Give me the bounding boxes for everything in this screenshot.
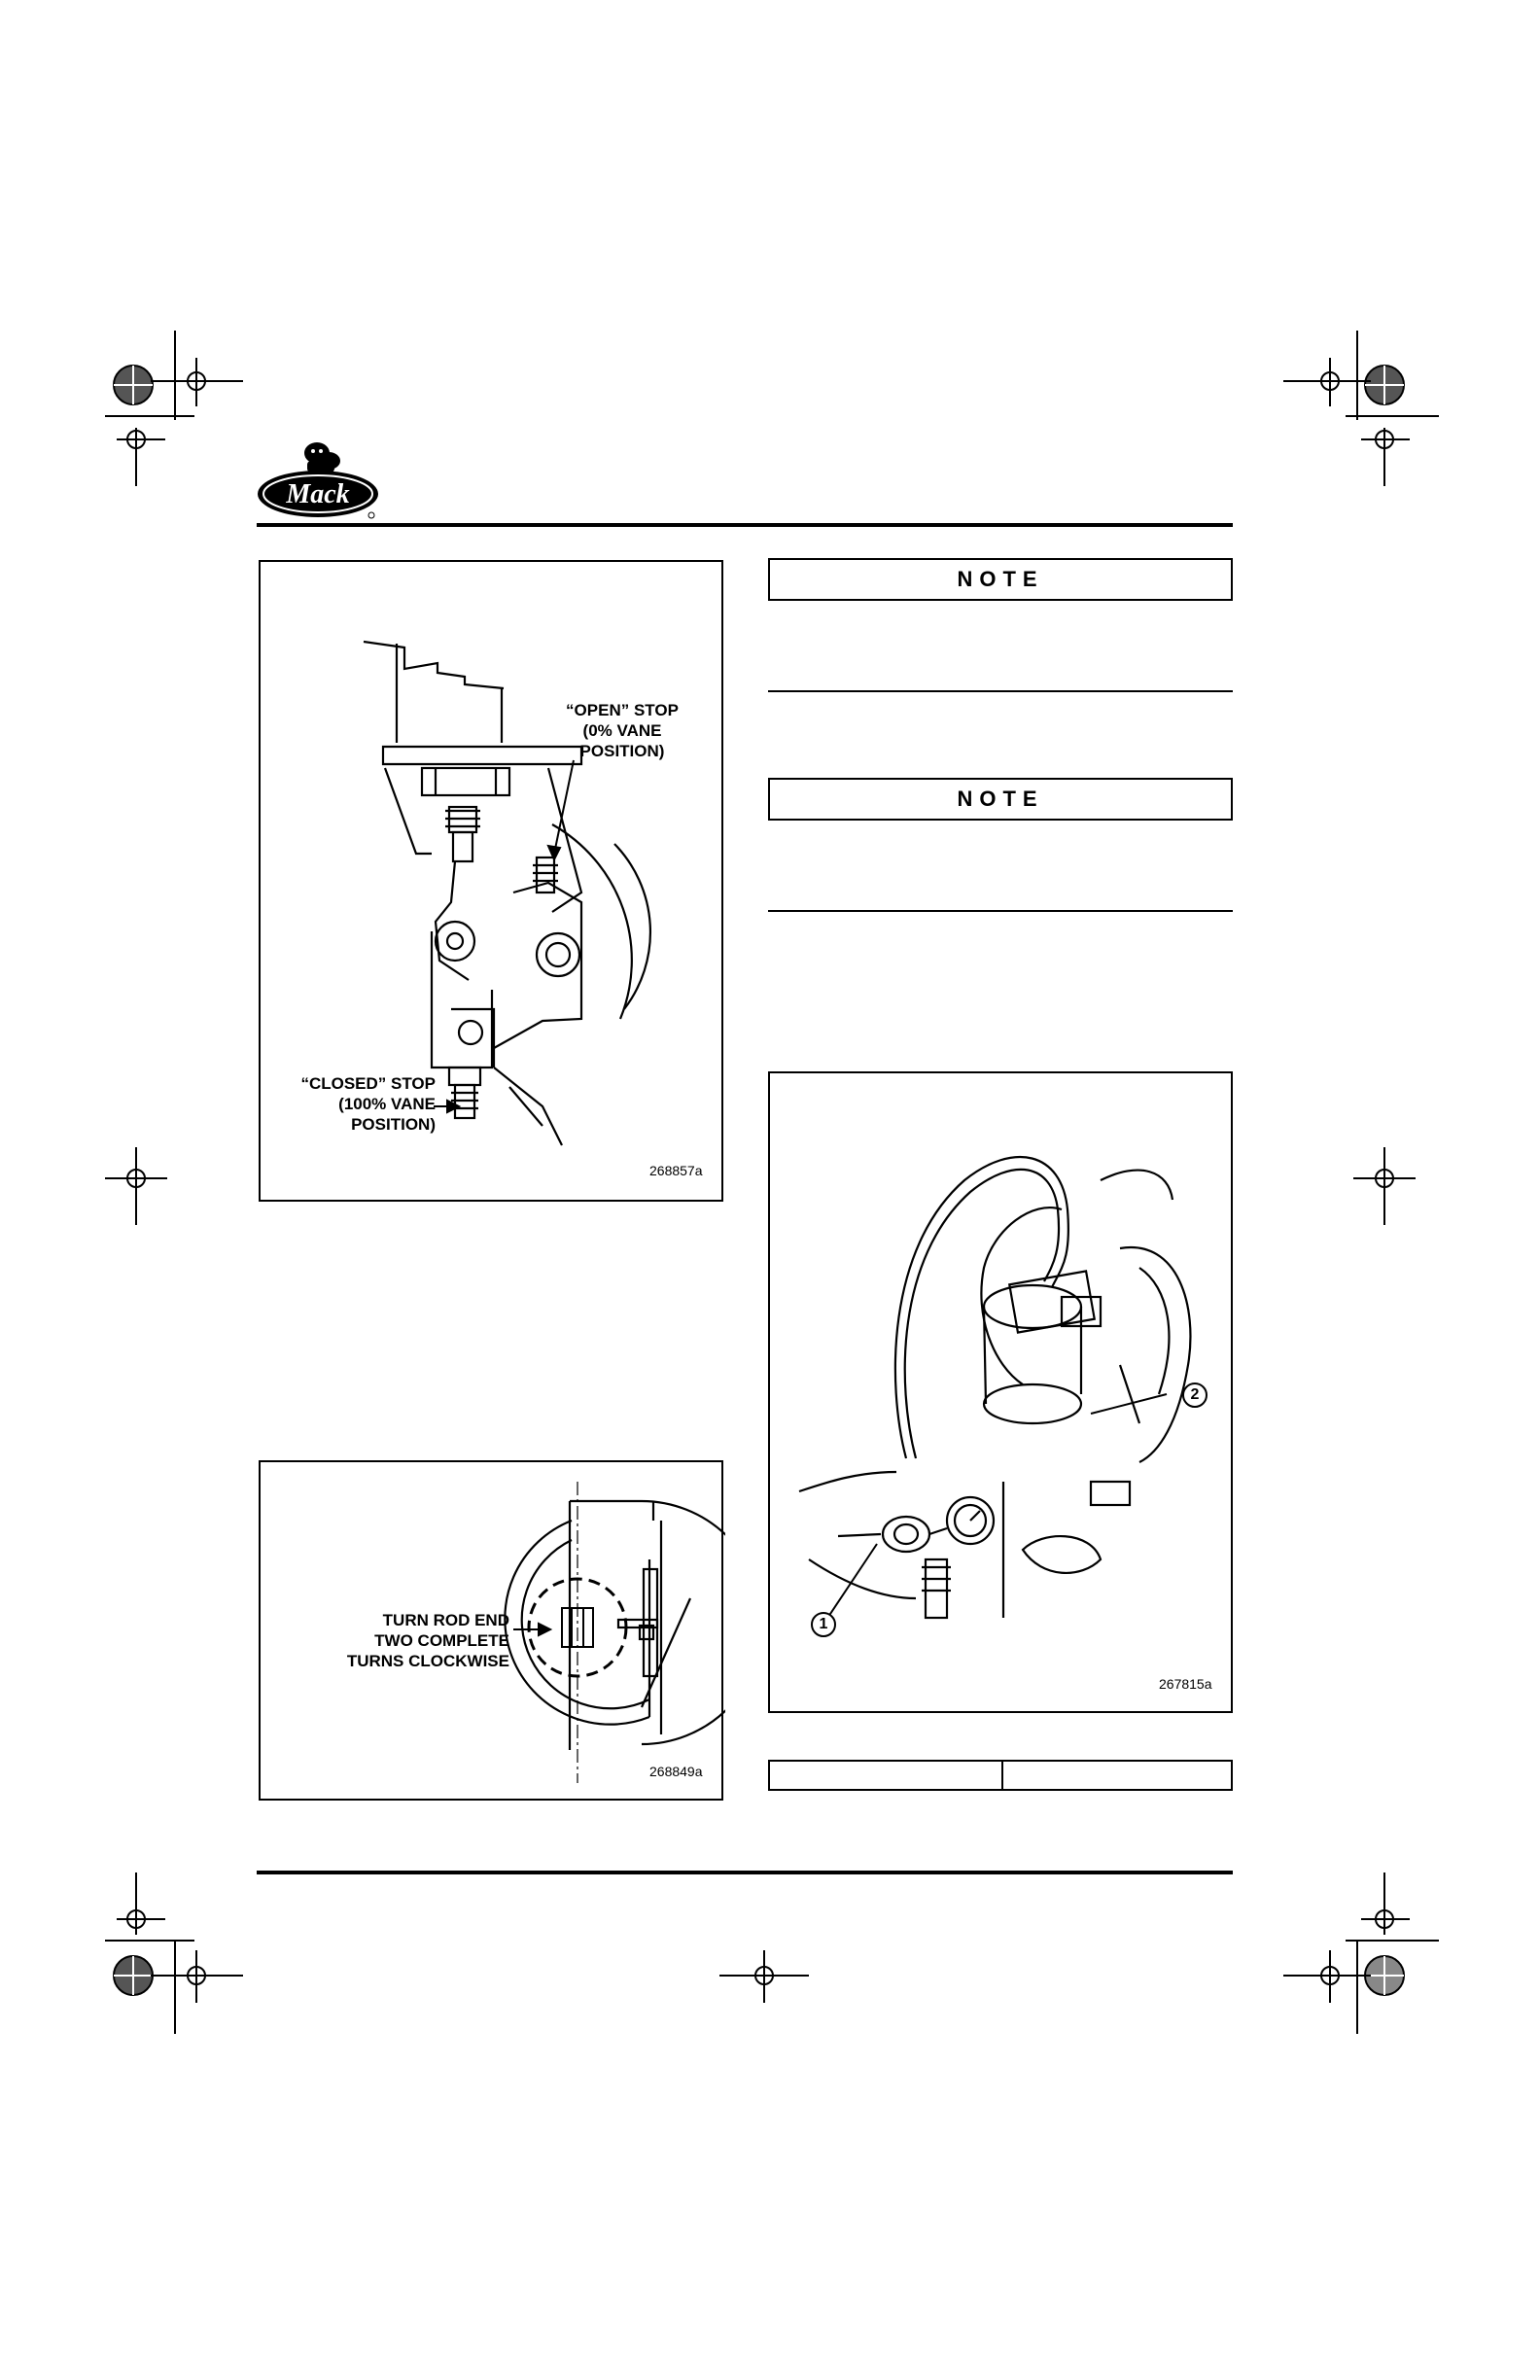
figure-number: 268857a	[649, 1163, 703, 1178]
gauge-drawing	[770, 1073, 1235, 1715]
note-1-end-rule	[768, 690, 1233, 692]
spec-table	[768, 1760, 1233, 1791]
callout-1: 1	[811, 1612, 836, 1637]
open-stop-label: “OPEN” STOP (0% VANE POSITION)	[566, 701, 679, 760]
note-2-end-rule	[768, 910, 1233, 912]
note-heading-1: NOTE	[768, 558, 1233, 601]
note-heading-2: NOTE	[768, 778, 1233, 821]
footer-rule	[257, 1871, 1233, 1874]
mack-logo	[257, 432, 387, 521]
turn-rod-end-label: TURN ROD END TWO COMPLETE TURNS CLOCKWISE	[346, 1611, 509, 1670]
figure-number: 267815a	[1159, 1676, 1212, 1692]
figure-rod-end	[259, 1460, 723, 1801]
figure-number: 268849a	[649, 1764, 703, 1779]
logo-wordmark: Mack	[286, 479, 350, 509]
figure-vane-stops	[259, 560, 723, 1202]
header-rule	[257, 523, 1233, 527]
spec-table-cell-right	[1003, 1762, 1231, 1789]
spec-table-cell-left	[770, 1762, 1003, 1789]
closed-stop-label: “CLOSED” STOP (100% VANE POSITION)	[300, 1074, 436, 1134]
callout-2: 2	[1182, 1382, 1208, 1408]
figure-gauge	[768, 1071, 1233, 1713]
